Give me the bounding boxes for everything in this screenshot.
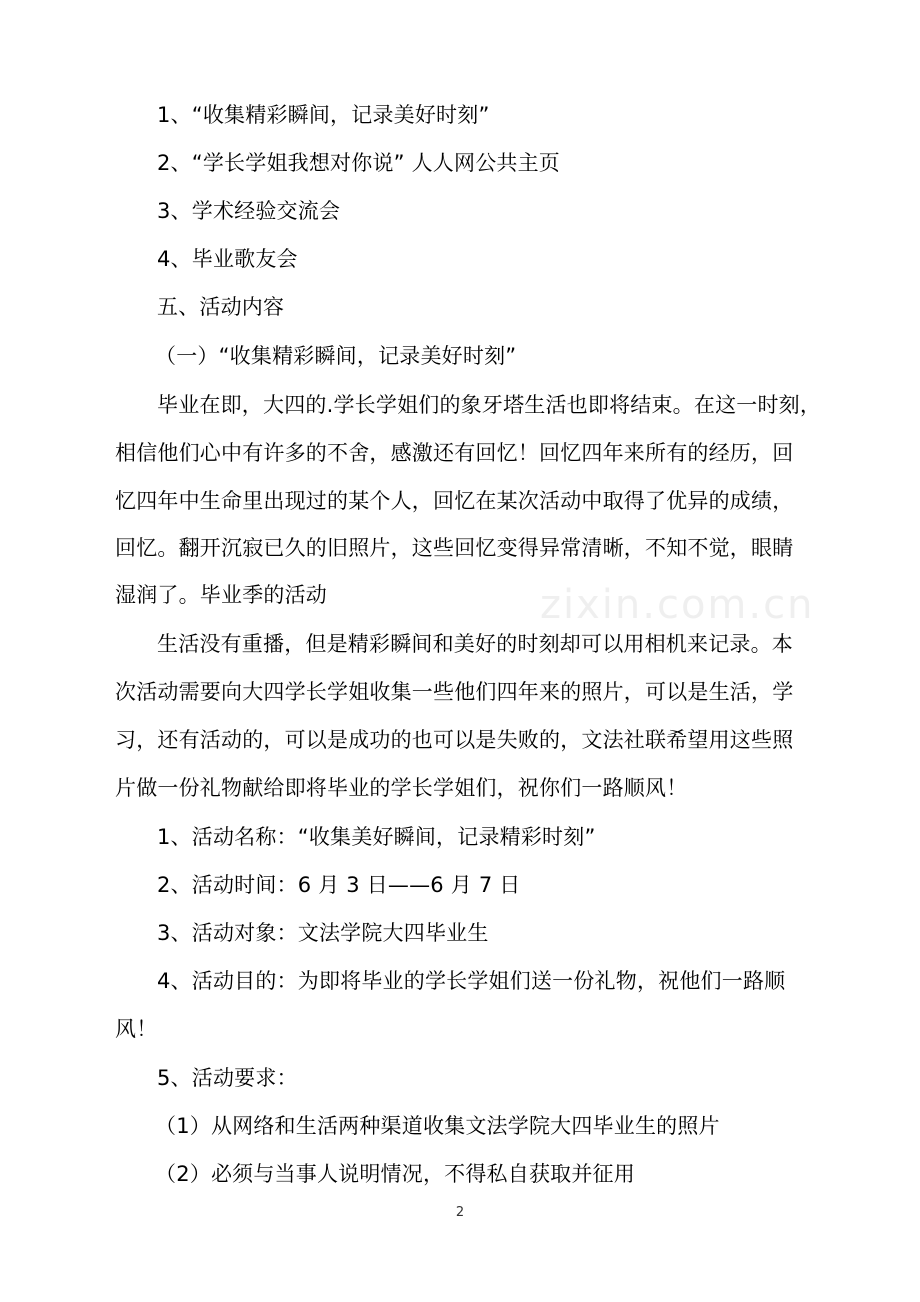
requirement-2: （2）必须与当事人说明情况，不得私自获取并征用 xyxy=(155,1162,635,1186)
paragraph-line: 湿润了。毕业季的活动 xyxy=(115,583,327,607)
paragraph-line: 回忆。翻开沉寂已久的旧照片，这些回忆变得异常清晰，不知不觉，眼睛 xyxy=(115,536,794,560)
list-item-time: 2、活动时间：6 月 3 日——6 月 7 日 xyxy=(157,873,521,897)
list-item-requirements: 5、活动要求： xyxy=(157,1066,298,1090)
paragraph-line: 次活动需要向大四学长学姐收集一些他们四年来的照片，可以是生活，学 xyxy=(115,680,794,704)
requirement-1: （1）从网络和生活两种渠道收集文法学院大四毕业生的照片 xyxy=(155,1114,720,1138)
subsection-heading: （一）“收集精彩瞬间，记录美好时刻” xyxy=(155,344,517,368)
paragraph-line: 忆四年中生命里出现过的某个人，回忆在某次活动中取得了优异的成绩， xyxy=(115,489,794,513)
list-item-target: 3、活动对象：文法学院大四毕业生 xyxy=(157,921,489,945)
watermark-text: zixin.com.cn xyxy=(540,582,815,628)
list-item-name: 1、活动名称：“收集美好瞬间，记录精彩时刻” xyxy=(157,825,596,849)
list-item-3: 3、学术经验交流会 xyxy=(157,199,341,223)
page-number: 2 xyxy=(455,1205,465,1220)
list-item-2: 2、“学长学姐我想对你说” 人人网公共主页 xyxy=(157,151,560,175)
list-item-4: 4、毕业歌友会 xyxy=(157,247,298,271)
paragraph-line: 生活没有重播，但是精彩瞬间和美好的时刻却可以用相机来记录。本 xyxy=(157,632,793,656)
paragraph-line: 相信他们心中有许多的不舍，感激还有回忆！回忆四年来所有的经历，回 xyxy=(115,441,794,465)
list-item-purpose: 4、活动目的：为即将毕业的学长学姐们送一份礼物，祝他们一路顺 xyxy=(157,969,786,993)
list-item-1: 1、“收集精彩瞬间，记录美好时刻” xyxy=(157,103,490,127)
paragraph-line: 毕业在即，大四的.学长学姐们的象牙塔生活也即将结束。在这一时刻， xyxy=(157,393,822,417)
section-heading: 五、活动内容 xyxy=(157,295,285,319)
paragraph-line: 习，还有活动的，可以是成功的也可以是失败的，文法社联希望用这些照 xyxy=(115,728,794,752)
paragraph-line: 风！ xyxy=(115,1017,158,1041)
paragraph-line: 片做一份礼物献给即将毕业的学长学姐们，祝你们一路顺风！ xyxy=(115,776,688,800)
